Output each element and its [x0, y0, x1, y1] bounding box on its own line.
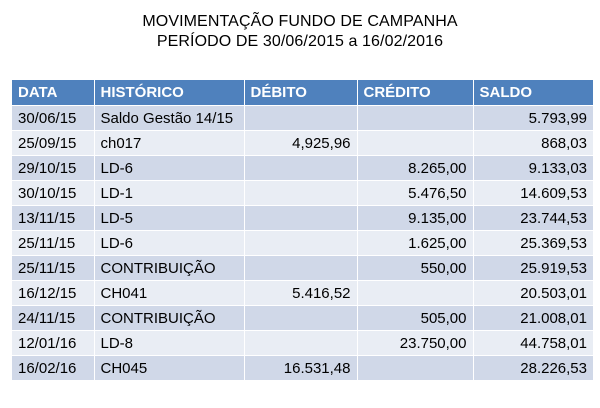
title-line-2: PERÍODO DE 30/06/2015 a 16/02/2016 — [156, 33, 444, 50]
cell-historico: LD-5 — [94, 206, 244, 231]
table-row — [12, 131, 593, 156]
table-row — [12, 256, 593, 281]
table-row — [12, 106, 593, 131]
document-title — [0, 12, 600, 52]
cell-historico: ch017 — [94, 131, 244, 156]
cell-credito: 5.476,50 — [357, 181, 473, 206]
cell-debito: 16.531,48 — [244, 356, 357, 381]
header-data: DATA — [12, 80, 94, 106]
cell-data: 25/11/15 — [12, 231, 94, 256]
table-row — [12, 206, 593, 231]
cell-debito — [244, 106, 357, 131]
table-row — [12, 306, 593, 331]
cell-data: 30/06/15 — [12, 106, 94, 131]
cell-debito: 5.416,52 — [244, 281, 357, 306]
cell-debito — [244, 306, 357, 331]
title-line-1: MOVIMENTAÇÃO FUNDO DE CAMPANHA — [142, 13, 458, 30]
table-row — [12, 231, 593, 256]
cell-data: 25/11/15 — [12, 256, 94, 281]
table-row — [12, 281, 593, 306]
cell-credito — [357, 356, 473, 381]
cell-debito — [244, 181, 357, 206]
header-debito: DÉBITO — [244, 80, 357, 106]
cell-debito — [244, 206, 357, 231]
cell-data: 29/10/15 — [12, 156, 94, 181]
cell-saldo: 14.609,53 — [473, 181, 593, 206]
cell-historico: LD-8 — [94, 331, 244, 356]
cell-historico: Saldo Gestão 14/15 — [94, 106, 244, 131]
cell-saldo: 21.008,01 — [473, 306, 593, 331]
cell-credito: 9.135,00 — [357, 206, 473, 231]
cell-saldo: 20.503,01 — [473, 281, 593, 306]
header-historico: HISTÓRICO — [94, 80, 244, 106]
cell-data: 30/10/15 — [12, 181, 94, 206]
table-row — [12, 181, 593, 206]
table-header-row — [12, 80, 593, 106]
cell-saldo: 44.758,01 — [473, 331, 593, 356]
table-body — [12, 106, 593, 381]
cell-credito — [357, 131, 473, 156]
cell-credito — [357, 106, 473, 131]
cell-historico: CONTRIBUIÇÃO — [94, 256, 244, 281]
cell-credito: 23.750,00 — [357, 331, 473, 356]
cell-saldo: 25.919,53 — [473, 256, 593, 281]
cell-credito: 505,00 — [357, 306, 473, 331]
cell-debito: 4,925,96 — [244, 131, 357, 156]
cell-historico: CH045 — [94, 356, 244, 381]
cell-credito: 550,00 — [357, 256, 473, 281]
table-row — [12, 331, 593, 356]
cell-historico: LD-6 — [94, 156, 244, 181]
cell-saldo: 25.369,53 — [473, 231, 593, 256]
cell-historico: LD-1 — [94, 181, 244, 206]
cell-data: 24/11/15 — [12, 306, 94, 331]
cell-saldo: 9.133,03 — [473, 156, 593, 181]
cell-data: 16/02/16 — [12, 356, 94, 381]
cell-saldo: 5.793,99 — [473, 106, 593, 131]
cell-data: 13/11/15 — [12, 206, 94, 231]
cell-debito — [244, 256, 357, 281]
cell-historico: LD-6 — [94, 231, 244, 256]
cell-historico: CH041 — [94, 281, 244, 306]
cell-debito — [244, 331, 357, 356]
header-saldo: SALDO — [473, 80, 593, 106]
cell-data: 25/09/15 — [12, 131, 94, 156]
cell-historico: CONTRIBUIÇÃO — [94, 306, 244, 331]
table-row — [12, 356, 593, 381]
cell-credito: 1.625,00 — [357, 231, 473, 256]
cell-debito — [244, 231, 357, 256]
cell-credito: 8.265,00 — [357, 156, 473, 181]
cell-data: 12/01/16 — [12, 331, 94, 356]
cell-debito — [244, 156, 357, 181]
header-credito: CRÉDITO — [357, 80, 473, 106]
cell-saldo: 28.226,53 — [473, 356, 593, 381]
cell-saldo: 23.744,53 — [473, 206, 593, 231]
cell-data: 16/12/15 — [12, 281, 94, 306]
cell-saldo: 868,03 — [473, 131, 593, 156]
ledger-table — [12, 80, 593, 380]
cell-credito — [357, 281, 473, 306]
table-row — [12, 156, 593, 181]
